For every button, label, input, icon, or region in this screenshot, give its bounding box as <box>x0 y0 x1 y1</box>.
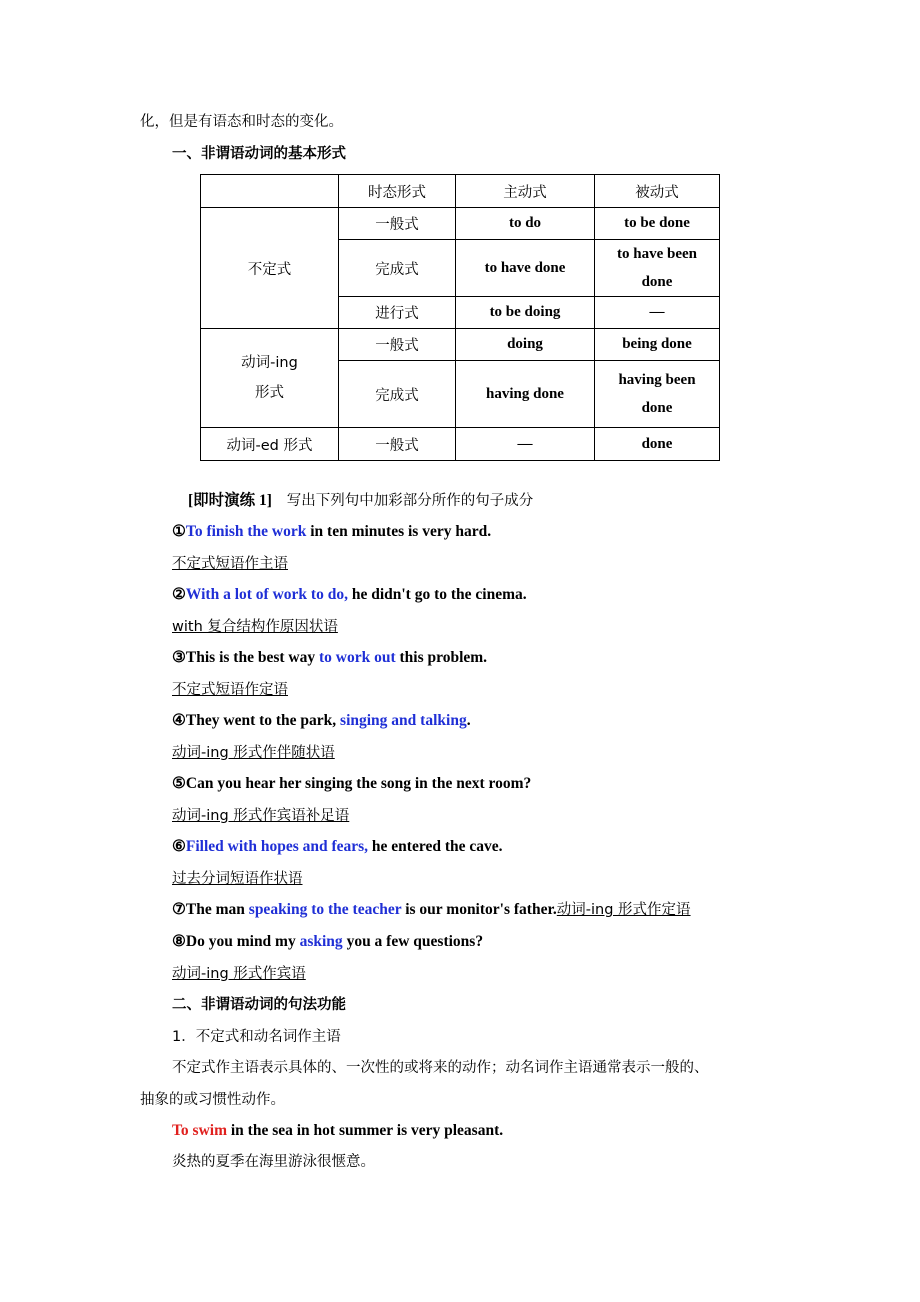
highlighted-phrase: To finish the work <box>185 523 307 540</box>
sentence-before: Do you mind my <box>185 933 300 950</box>
passive-cell-line1: having been <box>618 372 696 388</box>
table-row <box>201 428 720 461</box>
exercise-answer-2: with 复合结构作原因状语 <box>172 619 338 635</box>
tense-cell: 一般式 <box>339 208 456 240</box>
intro-text: 化，但是有语态和时态的变化。 <box>140 114 343 130</box>
passive-cell: to be done <box>624 215 690 231</box>
exercise-sentence-8 <box>172 932 483 952</box>
nonfinite-forms-table <box>200 174 720 461</box>
exercise-answer-5: 动词-ing 形式作宾语补足语 <box>172 808 350 824</box>
group-infinitive: 不定式 <box>201 208 339 329</box>
group-ing-line1: 动词-ing <box>241 355 298 371</box>
item-number: ⑦ <box>172 901 186 918</box>
example-rest: in the sea in hot summer is very pleasant. <box>226 1122 504 1139</box>
highlighted-phrase: speaking to the teacher <box>248 901 402 918</box>
sentence-before: This is the best way <box>185 649 319 666</box>
header-active: 主动式 <box>456 175 595 208</box>
example-translation: 炎热的夏季在海里游泳很惬意。 <box>172 1154 375 1170</box>
exercise-tag: [即时演练 1] <box>188 492 272 509</box>
item-number: ⑥ <box>172 838 186 855</box>
group-ed-form: 动词-ed 形式 <box>201 428 339 461</box>
exercise-answer-6: 过去分词短语作状语 <box>172 871 303 887</box>
active-cell: to do <box>508 215 542 231</box>
exercise-sentence-2 <box>172 585 527 605</box>
sentence-rest: he entered the cave. <box>368 838 503 855</box>
header-passive: 被动式 <box>595 175 720 208</box>
example-highlight: To swim <box>172 1122 227 1139</box>
tense-cell: 一般式 <box>339 428 456 461</box>
exercise-sentence-7 <box>172 900 691 920</box>
tense-cell: 一般式 <box>339 329 456 361</box>
sentence-before: They went to the park, <box>185 712 341 729</box>
table-header-row <box>201 175 720 208</box>
tense-cell: 完成式 <box>339 361 456 428</box>
item-number: ② <box>172 586 186 603</box>
active-cell: to have done <box>484 259 566 276</box>
group-ing-line2: 形式 <box>255 385 284 401</box>
header-tense: 时态形式 <box>339 175 456 208</box>
sentence-rest: is our monitor's father. <box>401 901 557 918</box>
sentence-text: Can you hear her singing the song in the next room? <box>185 775 532 792</box>
section1-heading: 一、非谓语动词的基本形式 <box>172 146 346 162</box>
item-number: ③ <box>172 649 186 666</box>
active-cell: — <box>517 435 533 452</box>
table-row <box>201 329 720 361</box>
exercise-sentence-5 <box>172 774 531 794</box>
item-number: ⑧ <box>172 933 186 950</box>
sentence-rest: . <box>466 712 471 729</box>
sentence-rest: this problem. <box>395 649 488 666</box>
active-cell: to be doing <box>489 304 561 320</box>
highlighted-phrase: With a lot of work to do, <box>185 586 348 603</box>
exercise-heading <box>188 490 533 511</box>
sentence-rest: in ten minutes is very hard. <box>306 523 492 540</box>
subsection1-heading: 1．不定式和动名词作主语 <box>172 1029 341 1045</box>
passive-cell: being done <box>622 336 692 352</box>
active-cell: having done <box>486 385 564 402</box>
sentence-rest: he didn't go to the cinema. <box>347 586 527 603</box>
paragraph-line-1: 不定式作主语表示具体的、一次性的或将来的动作；动名词作主语通常表示一般的、 <box>172 1060 709 1076</box>
item-number: ⑤ <box>172 775 186 792</box>
group-ing-form <box>201 329 339 428</box>
item-number: ① <box>172 523 186 540</box>
highlighted-phrase: to work out <box>318 649 396 666</box>
exercise-answer-7: 动词-ing 形式作定语 <box>556 902 691 918</box>
sentence-before: The man <box>185 901 249 918</box>
table-row <box>201 208 720 240</box>
item-number: ④ <box>172 712 186 729</box>
passive-cell: done <box>641 435 673 452</box>
exercise-answer-8: 动词-ing 形式作宾语 <box>172 966 306 982</box>
paragraph-line-2: 抽象的或习惯性动作。 <box>140 1092 285 1108</box>
exercise-sentence-4 <box>172 711 471 731</box>
exercise-instruction: 写出下列句中加彩部分所作的句子成分 <box>286 493 534 509</box>
passive-cell-line1: to have been <box>617 246 697 262</box>
example-sentence <box>172 1121 503 1141</box>
highlighted-phrase: singing and talking <box>340 712 467 729</box>
tense-cell: 完成式 <box>339 240 456 297</box>
passive-cell-line2: done <box>641 274 673 290</box>
exercise-sentence-1 <box>172 522 491 542</box>
exercise-answer-3: 不定式短语作定语 <box>172 682 288 698</box>
active-cell: doing <box>507 336 543 352</box>
passive-cell-line2: done <box>641 400 673 416</box>
exercise-sentence-3 <box>172 648 487 668</box>
highlighted-phrase: Filled with hopes and fears, <box>185 838 369 855</box>
table-corner-cell <box>201 175 339 208</box>
exercise-answer-1: 不定式短语作主语 <box>172 556 288 572</box>
tense-cell: 进行式 <box>339 297 456 329</box>
exercise-sentence-6 <box>172 837 502 857</box>
section2-heading: 二、非谓语动词的句法功能 <box>172 997 346 1013</box>
exercise-answer-4: 动词-ing 形式作伴随状语 <box>172 745 335 761</box>
passive-cell: — <box>649 304 665 320</box>
highlighted-phrase: asking <box>299 933 343 950</box>
sentence-rest: you a few questions? <box>342 933 484 950</box>
